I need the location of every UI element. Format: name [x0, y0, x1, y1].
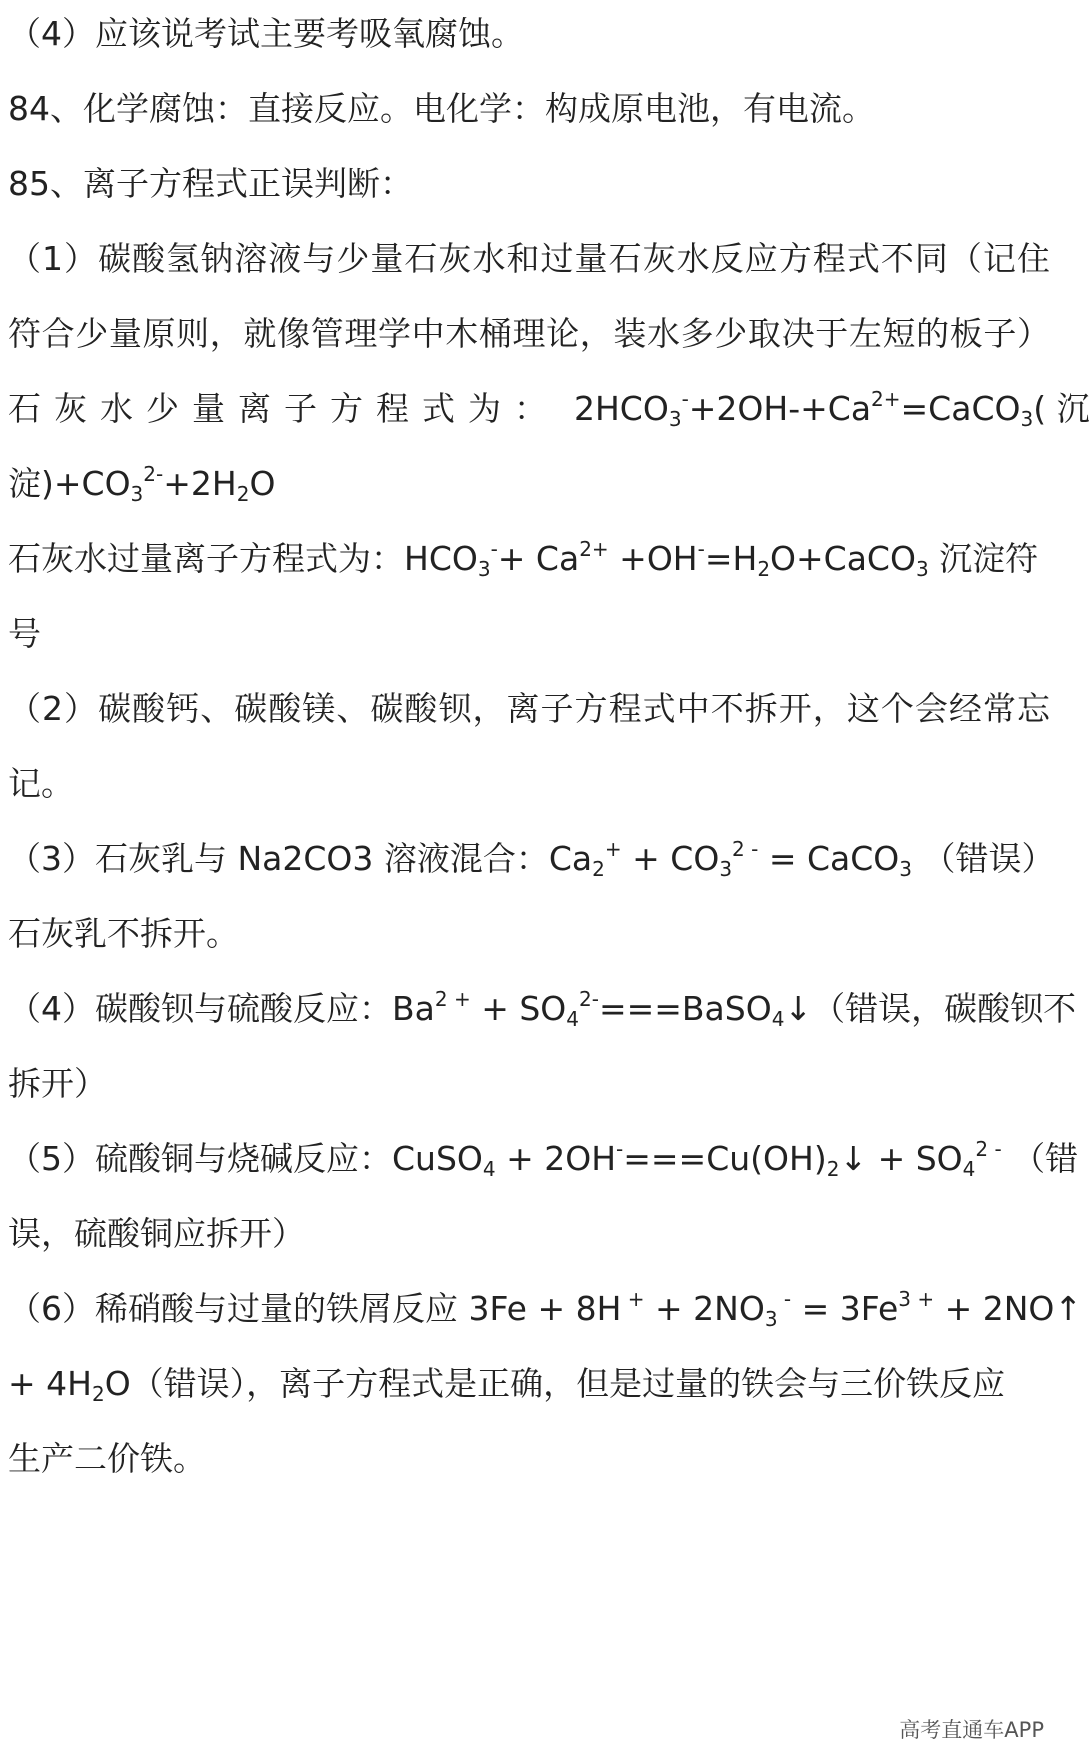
- equation-line: [8, 837, 1055, 881]
- subscript: 4: [482, 1157, 496, 1181]
- text-line: （2）碳酸钙、碳酸镁、碳酸钡，离子方程式中不拆开，这个会经常忘: [8, 689, 1050, 728]
- equation-line: [8, 1362, 1050, 1406]
- equation-line: [8, 987, 1077, 1031]
- formula-part: +2H: [163, 464, 237, 503]
- text-line: （1）碳酸氢钠溶液与少量石灰水和过量石灰水反应方程式不同（记住: [8, 239, 1050, 278]
- formula-part: = 3Fe: [791, 1289, 899, 1328]
- formula-part: （3）石灰乳与 Na2CO3 溶液混合：Ca: [8, 839, 593, 878]
- text-line: 号: [8, 614, 41, 653]
- formula-part: （4）碳酸钡与硫酸反应：Ba: [8, 989, 435, 1028]
- superscript: -: [681, 387, 689, 411]
- superscript: -: [490, 537, 498, 561]
- formula-part: + 2NO: [644, 1289, 765, 1328]
- text-line: 符合少量原则，就像管理学中木桶理论，装水多少取决于左短的板子）: [8, 314, 1050, 353]
- subscript: 2: [236, 482, 250, 506]
- superscript: -: [616, 1137, 624, 1161]
- subscript: 4: [771, 1007, 785, 1031]
- formula-part: 淀)+CO: [8, 464, 131, 503]
- equation-line: [8, 1287, 1083, 1331]
- formula-part: 石灰水过量离子方程式为：HCO: [8, 539, 478, 578]
- subscript: 3: [899, 857, 913, 881]
- superscript: 2 +: [434, 987, 471, 1011]
- superscript: -: [777, 1287, 792, 1311]
- formula-part: （错: [1001, 1139, 1079, 1178]
- superscript: -: [697, 537, 705, 561]
- subscript: 2: [757, 557, 771, 581]
- formula-part: 2HCO: [574, 389, 669, 428]
- text-line: 84、化学腐蚀：直接反应。电化学：构成原电池，有电流。: [8, 89, 875, 128]
- subscript: 2: [592, 857, 605, 881]
- subscript: 2: [826, 1157, 840, 1181]
- formula-part: + 2NO↑: [934, 1289, 1083, 1328]
- formula-part: = CaCO: [758, 839, 900, 878]
- formula-part: +2OH-+Ca: [688, 389, 872, 428]
- formula-part: 沉淀符: [928, 539, 1039, 578]
- formula-part: （错误）: [912, 839, 1055, 878]
- formula-part: +OH: [608, 539, 698, 578]
- text-line: 记。: [8, 764, 74, 803]
- superscript: 2-: [143, 462, 164, 486]
- subscript: 3: [719, 857, 733, 881]
- formula-part: ===Cu(OH): [623, 1139, 827, 1178]
- formula-part: O+CaCO: [770, 539, 916, 578]
- formula-part: =CaCO: [900, 389, 1021, 428]
- superscript: 2-: [579, 987, 599, 1011]
- superscript: +: [604, 837, 622, 861]
- subscript: 3: [668, 407, 682, 431]
- formula-part: O: [249, 464, 276, 503]
- subscript: 4: [566, 1007, 579, 1031]
- formula-part: O（错误），离子方程式是正确，但是过量的铁会与三价铁反应: [104, 1364, 1006, 1403]
- superscript: 2 -: [975, 1137, 1002, 1161]
- text-line: 85、离子方程式正误判断：: [8, 164, 413, 203]
- equation-line: [8, 387, 1090, 431]
- text-line: 拆开）: [8, 1064, 107, 1103]
- subscript: 2: [91, 1382, 105, 1406]
- subscript: 3: [130, 482, 144, 506]
- equation-label: 石灰水少量离子方程式为：: [8, 389, 560, 428]
- superscript: 2 -: [732, 837, 759, 861]
- formula-part: ↓（错误，碳酸钡不: [784, 989, 1077, 1028]
- equation-line: [8, 1137, 1079, 1181]
- text-line: 石灰乳不拆开。: [8, 914, 239, 953]
- equation-line: [8, 537, 1050, 581]
- subscript: 3: [764, 1307, 778, 1331]
- text-line: （4）应该说考试主要考吸氧腐蚀。: [8, 14, 524, 53]
- subscript: 4: [962, 1157, 976, 1181]
- formula-part: （6）稀硝酸与过量的铁屑反应 3Fe + 8H: [8, 1289, 622, 1328]
- subscript: 3: [477, 557, 491, 581]
- text-line: 生产二价铁。: [8, 1439, 206, 1478]
- superscript: +: [621, 1287, 645, 1311]
- superscript: 2+: [579, 537, 609, 561]
- formula-part: + 2OH: [495, 1139, 617, 1178]
- formula-part: =H: [704, 539, 758, 578]
- watermark: 高考直通车APP: [899, 1718, 1044, 1742]
- formula-part: ===BaSO: [598, 989, 772, 1028]
- text-line: 误，硫酸铜应拆开）: [8, 1214, 305, 1253]
- superscript: 3 +: [898, 1287, 935, 1311]
- formula-part: ( 沉: [1033, 389, 1090, 428]
- equation-line: [8, 462, 1050, 506]
- formula-part: （5）硫酸铜与烧碱反应：CuSO: [8, 1139, 483, 1178]
- formula-part: + SO: [470, 989, 567, 1028]
- superscript: 2+: [871, 387, 901, 411]
- formula-part: + 4H: [8, 1364, 92, 1403]
- formula-part: + CO: [621, 839, 720, 878]
- formula-part: ↓ + SO: [839, 1139, 963, 1178]
- subscript: 3: [1020, 407, 1034, 431]
- subscript: 3: [915, 557, 929, 581]
- formula-part: + Ca: [497, 539, 580, 578]
